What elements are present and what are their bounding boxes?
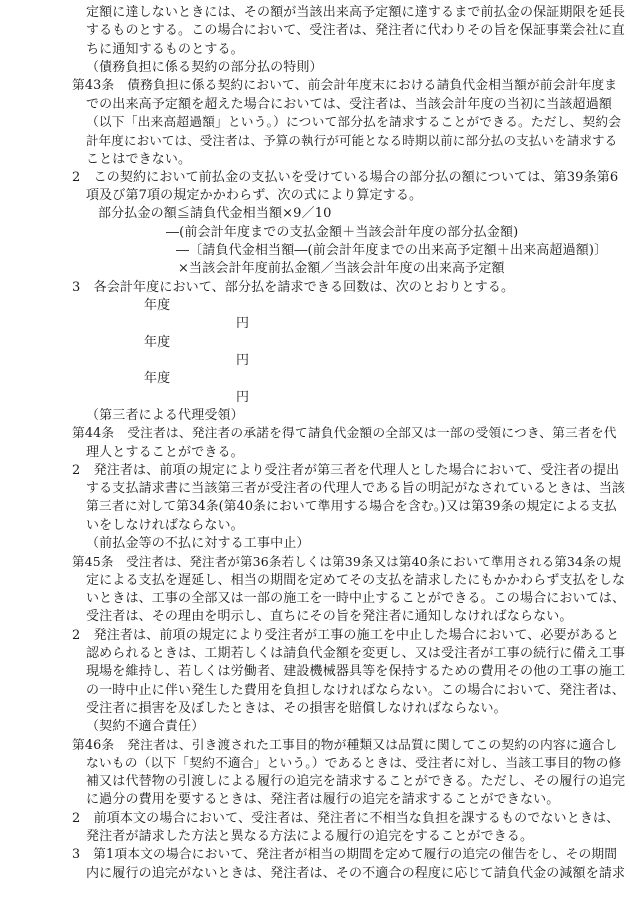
document-line: 項及び第7項の規定かかわらず、次の式により算定する。 <box>86 188 423 204</box>
document-line: ことはできない。 <box>86 151 192 167</box>
document-line: 部分払金の額≦請負代金相当額×9／10 <box>98 206 332 222</box>
document-line: 2 前項本文の場合において、受注者は、発注者に不相当な負担を課するものでないときは、 <box>72 810 620 826</box>
document-line: （第三者による代理受領） <box>86 407 244 423</box>
document-line: での出来高予定額を超えた場合においては、受注者は、当該会計年度の当初に当該超過額 <box>86 96 613 112</box>
document-line: 3 各会計年度において、部分払を請求できる回数は、次のとおりとする。 <box>72 279 515 295</box>
document-line: 第43条 債務負担に係る契約において、前会計年度末における請負代金相当額が前会計年度ま <box>72 78 618 94</box>
document-line: 年度 <box>144 334 171 350</box>
document-line: 年度 <box>144 371 171 387</box>
document-line: 受注者は、その理由を明示し、直ちにその旨を発注者に通知しなければならない。 <box>86 609 573 625</box>
document-line: 計年度においては、受注者は、予算の執行が可能となる時期以前に部分払の支払いを請求する <box>86 133 618 149</box>
document-line: 定額に達しないときには、その額が当該出来高予定額に達するまで前払金の保証期限を延長 <box>86 5 626 20</box>
document-line: 定による支払を遅延し、相当の期間を定めてその支払を請求したにもかかわらず支払をしな <box>86 572 626 588</box>
document-line: 円 <box>236 352 250 368</box>
document-line: 円 <box>236 316 250 332</box>
document-line: 2 発注者は、前項の規定により受注者が工事の施工を中止した場合において、必要があると <box>72 627 620 643</box>
document-line: （以下「出来高超過額」という。）について部分払を請求することができる。ただし、契約会 <box>86 114 622 130</box>
document-line: の一時中止に伴い発生した費用を負担しなければならない。この場合において、発注者は、 <box>86 682 625 698</box>
document-line: （債務負担に係る契約の部分払の特則） <box>86 59 323 75</box>
document-line: （前払金等の不払に対する工事中止） <box>86 536 310 552</box>
document-line: 内に履行の追完がないときは、発注者は、その不適合の程度に応じて請負代金の減額を請求 <box>86 865 626 881</box>
document-line: ―〔請負代金相当額―(前会計年度までの出来高予定額＋出来高超過額)〕 <box>176 243 608 259</box>
document-line: 第46条 発注者は、引き渡された工事目的物が種類又は品質に関してこの契約の内容に適合し <box>72 737 618 753</box>
document-line: 2 発注者は、前項の規定により受注者が第三者を代理人とした場合において、受注者の提出 <box>72 462 620 478</box>
document-line: いをしなければならない。 <box>86 517 244 533</box>
document-line: 第45条 受注者は、発注者が第36条若しくは第39条又は第40条において準用される第34条の規 <box>72 554 622 570</box>
document-line: に過分の費用を要するときは、発注者は履行の追完を請求することができない。 <box>86 792 560 808</box>
document-line: 2 この契約において前払金の支払いを受けている場合の部分払の額については、第39条第6 <box>72 169 619 185</box>
document-line: （契約不適合責任） <box>86 719 205 735</box>
document-line: する支払請求書に当該第三者が受注者の代理人である旨の明記がなされているときは、当該 <box>86 481 626 497</box>
document-line: ないもの（以下「契約不適合」という。）であるときは、受注者に対し、当該工事目的物の修 <box>86 755 622 771</box>
document-line: 年度 <box>144 298 171 313</box>
document-line: 発注者が請求した方法と異なる方法による履行の追完をすることができる。 <box>86 829 534 845</box>
document-line: ×当該会計年度前払金額／当該会計年度の出来高予定額 <box>178 261 505 277</box>
document-line: 受注者に損害を及ぼしたときは、その損害を賠償しなければならない。 <box>86 700 507 716</box>
document-line: ―(前会計年度までの支払金額＋当該会計年度の部分払金額) <box>166 224 519 240</box>
document-line: 円 <box>236 389 250 405</box>
document-line: 補又は代替物の引渡しによる履行の追完を請求することができる。ただし、その履行の追完 <box>86 774 626 790</box>
document-line: 理人とすることができる。 <box>86 444 244 460</box>
document-line: 認められるときは、工期若しくは請負代金額を変更し、又は受注者が工事の続行に備え工事 <box>86 645 626 661</box>
document-line: ちに通知するものとする。 <box>86 41 244 57</box>
document-line: するものとする。この場合において、受注者は、発注者に代わりその旨を保証事業会社に直 <box>86 23 625 39</box>
document-line: 3 第1項本文の場合において、発注者が相当の期間を定めて履行の追完の催告をし、その期間 <box>72 847 618 863</box>
document-line: 第三者に対して第34条(第40条において準用する場合を含む。)又は第39条の規定による支払 <box>86 499 617 515</box>
document-line: いときは、工事の全部又は一部の施工を一時中止することができる。この場合においては、 <box>86 591 626 606</box>
document-line: 現場を維持し、若しくは労働者、建設機械器具等を保持するための費用その他の工事の施工 <box>86 664 626 680</box>
document-line: 第44条 受注者は、発注者の承諾を得て請負代金額の全部又は一部の受領につき、第三者を代 <box>72 426 617 442</box>
